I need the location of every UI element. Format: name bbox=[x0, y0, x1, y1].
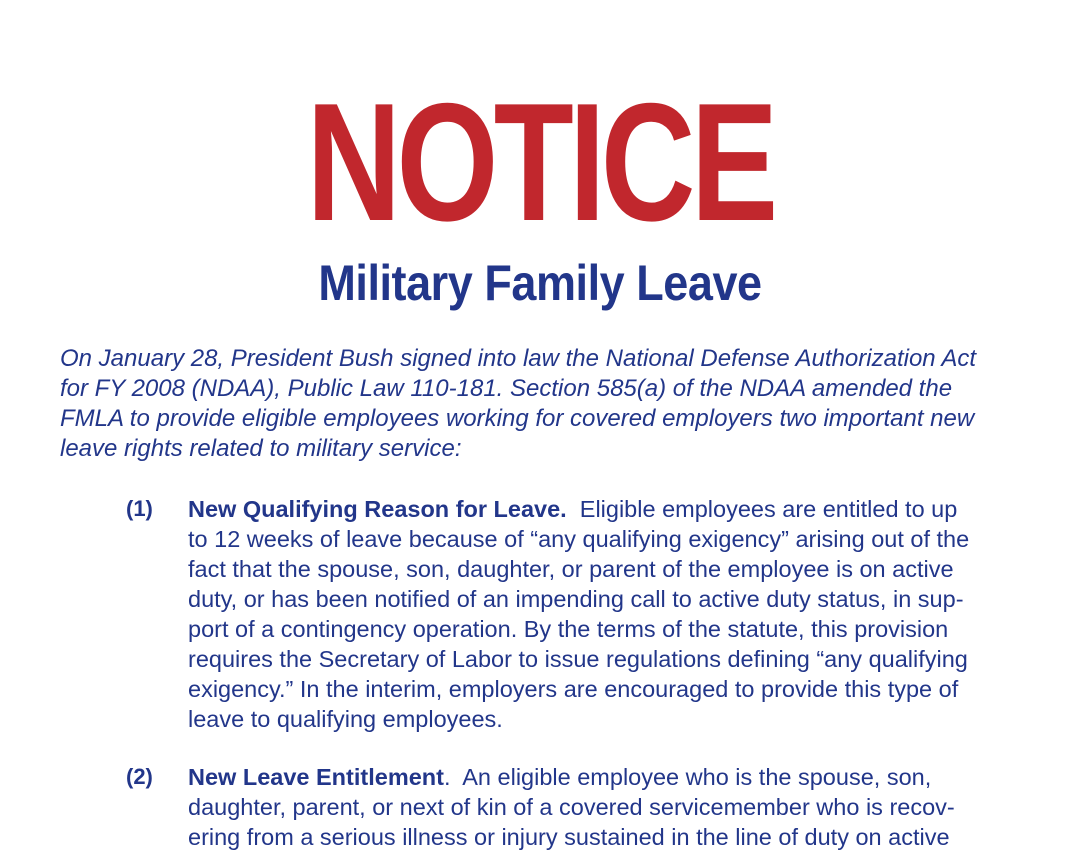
item-heading: New Qualifying Reason for Leave. bbox=[188, 496, 567, 522]
intro-line: leave rights related to military service: bbox=[60, 435, 462, 462]
item-heading: New Leave Entitlement bbox=[188, 764, 444, 790]
intro-line: FMLA to provide eligible employees working for covered employers two important new bbox=[60, 405, 975, 432]
document-subtitle: Military Family Leave bbox=[318, 255, 762, 311]
item-first-line-rest: . An eligible employee who is the spouse, son, bbox=[443, 764, 932, 790]
item-first-line bbox=[188, 762, 1048, 792]
item-line: exigency.” In the interim, employers are encouraged to provide this type of bbox=[188, 676, 959, 702]
item-line: to 12 weeks of leave because of “any qualifying exigency” arising out of the bbox=[188, 526, 970, 552]
item-text bbox=[188, 762, 1048, 852]
item-line: ering from a serious illness or injury sustained in the line of duty on active bbox=[188, 824, 950, 850]
item-line: daughter, parent, or next of kin of a covered servicemember who is recov- bbox=[188, 794, 955, 820]
item-line: duty, or has been notified of an impending call to active duty status, in sup- bbox=[188, 586, 964, 612]
item-line: port of a contingency operation. By the terms of the statute, this provision bbox=[188, 616, 949, 642]
item-line: requires the Secretary of Labor to issue regulations defining “any qualifying bbox=[188, 646, 968, 672]
item-first-line-rest: Eligible employees are entitled to up bbox=[566, 496, 958, 522]
notice-title: NOTICE bbox=[306, 68, 774, 256]
item-number: (2) bbox=[126, 764, 153, 789]
item-line: fact that the spouse, son, daughter, or parent of the employee is on active bbox=[188, 556, 954, 582]
item-number: (1) bbox=[126, 496, 153, 521]
intro-paragraph bbox=[60, 344, 1050, 464]
item-line: leave to qualifying employees. bbox=[188, 706, 503, 732]
intro-line: for FY 2008 (NDAA), Public Law 110-181. Section 585(a) of the NDAA amended the bbox=[60, 375, 953, 402]
intro-line: On January 28, President Bush signed into law the National Defense Authorization Act bbox=[60, 345, 977, 372]
item-first-line bbox=[188, 494, 1048, 524]
item-text bbox=[188, 494, 1048, 734]
